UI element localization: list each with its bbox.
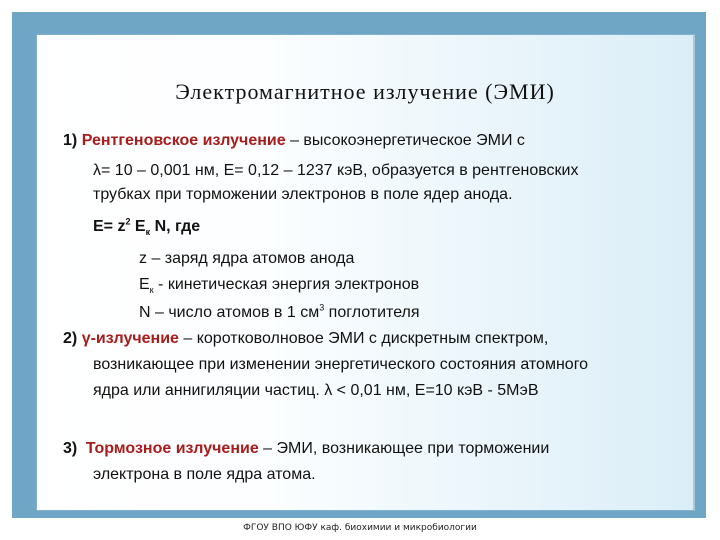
item2-term: γ-излучение (81, 330, 179, 347)
item1-term: Рентгеновское излучение (81, 132, 286, 149)
footer-caption: ФГОУ ВПО ЮФУ каф. биохимии и микробиологии (243, 523, 477, 533)
item1-number: 1) (63, 132, 78, 149)
formula-lhs: Е= (93, 218, 118, 235)
item1-formula (93, 217, 200, 237)
item3-line2: электрона в поле ядра атома. (93, 466, 316, 483)
item3-number: 3) (63, 440, 78, 457)
item3-intro: – ЭМИ, возникающее при торможении (258, 440, 550, 457)
item2-heading (63, 329, 548, 349)
n-power: 3 (319, 302, 325, 313)
n-tail: поглотителя (324, 304, 420, 321)
formula-n: N (150, 218, 167, 235)
item2-number: 2) (63, 330, 78, 347)
item3-heading (63, 439, 549, 459)
ek-symbol: Е (139, 276, 150, 293)
formula-e: E (130, 218, 146, 235)
definition-ek (139, 275, 419, 295)
formula-tail: , где (166, 218, 201, 235)
slide-content (36, 34, 695, 511)
ek-text: - кинетическая энергия электронов (153, 276, 420, 293)
slide-title: Электромагнитное излучение (ЭМИ) (175, 79, 555, 104)
n-text: N – число атомов в 1 см (139, 304, 320, 321)
item1-line2: λ= 10 – 0,001 нм, Е= 0,12 – 1237 кэВ, образуется в рентгеновских (93, 162, 579, 179)
item2-line3: ядра или аннигиляции частиц. λ < 0,01 нм, Е=10 кэВ - 5МэВ (93, 382, 539, 399)
item1-intro: – высокоэнергетическое ЭМИ с (290, 132, 525, 149)
formula-e-sub: к (145, 227, 151, 238)
item2-line2: возникающее при изменении энергетического состояния атомного (93, 356, 589, 373)
item2-intro: – коротковолновое ЭМИ с дискретным спектром, (178, 330, 549, 347)
formula-z: z (117, 218, 126, 235)
definition-n (139, 303, 420, 323)
item1-heading (63, 131, 525, 151)
ek-sub: к (149, 285, 154, 296)
definition-z: z – заряд ядра атомов анода (139, 250, 355, 267)
formula-z-power: 2 (125, 216, 131, 227)
item1-line3: трубках при торможении электронов в поле ядер анода. (93, 186, 513, 203)
item3-term: Тормозное излучение (85, 440, 259, 457)
